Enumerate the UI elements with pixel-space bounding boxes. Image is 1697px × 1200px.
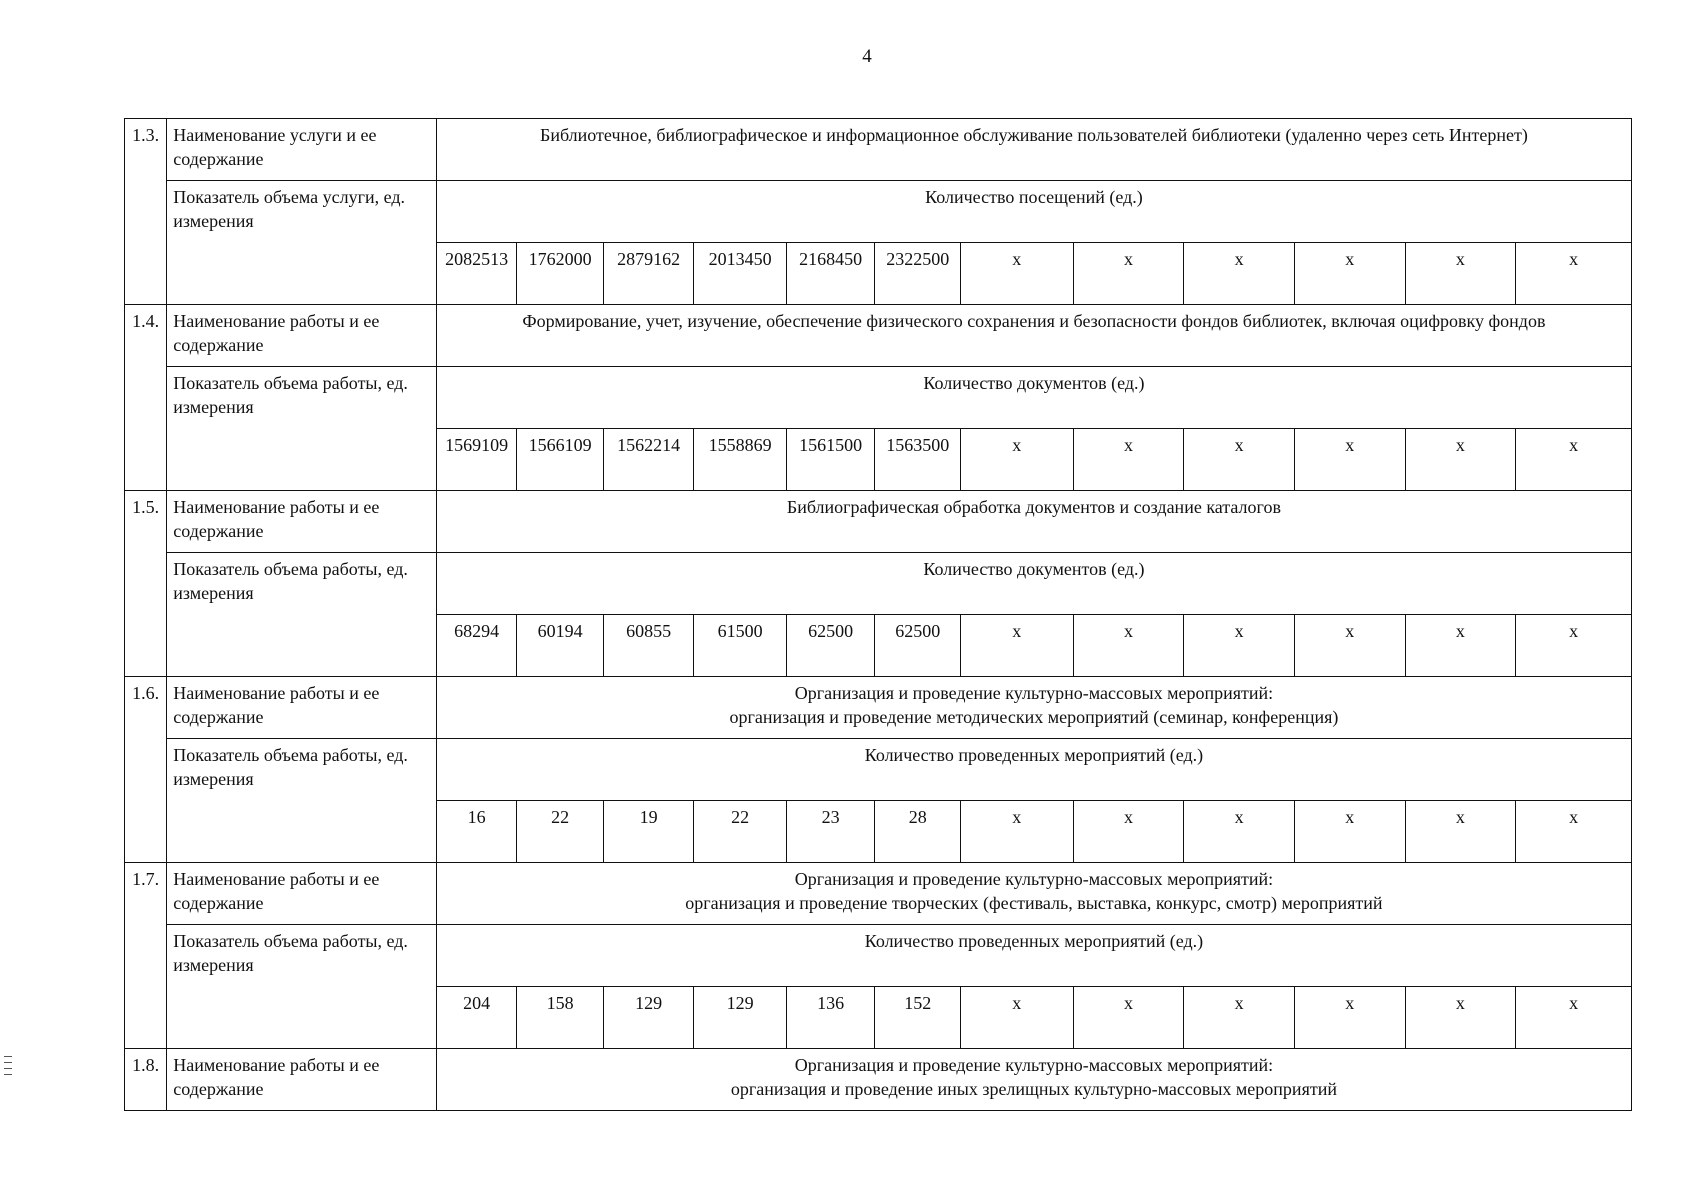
value-cell: x: [1294, 243, 1405, 305]
value-cell: x: [1073, 801, 1184, 863]
name-label: Наименование работы и ее содержание: [167, 677, 437, 739]
value-cell: x: [960, 243, 1073, 305]
section-number: 1.3.: [125, 119, 167, 305]
indicator-label: Показатель объема работы, ед. измерения: [167, 553, 437, 677]
value-cell: 1563500: [875, 429, 961, 491]
value-cell: 1561500: [786, 429, 875, 491]
section-row-name: [125, 119, 1632, 181]
value-cell: x: [960, 429, 1073, 491]
value-cell: x: [1184, 429, 1295, 491]
name-label: Наименование услуги и ее содержание: [167, 119, 437, 181]
value-cell: x: [1294, 801, 1405, 863]
value-cell: 1569109: [436, 429, 516, 491]
value-cell: x: [960, 987, 1073, 1049]
value-cell: 2322500: [875, 243, 961, 305]
name-label: Наименование работы и ее содержание: [167, 1049, 437, 1111]
value-cell: 152: [875, 987, 961, 1049]
name-value-line1: Организация и проведение культурно-массовых мероприятий:: [794, 683, 1274, 703]
value-cell: x: [1073, 243, 1184, 305]
value-cell: 129: [603, 987, 694, 1049]
page-number: 4: [862, 46, 872, 67]
value-cell: x: [1405, 987, 1516, 1049]
value-cell: 1762000: [517, 243, 604, 305]
section-number: 1.4.: [125, 305, 167, 491]
section-row-name: [125, 491, 1632, 553]
section-number: 1.8.: [125, 1049, 167, 1111]
section-row-indicator: [125, 925, 1632, 987]
services-table: [124, 118, 1632, 1111]
value-cell: 60194: [517, 615, 604, 677]
value-cell: 28: [875, 801, 961, 863]
indicator-value: Количество проведенных мероприятий (ед.): [436, 739, 1631, 801]
value-cell: 16: [436, 801, 516, 863]
value-cell: x: [1294, 987, 1405, 1049]
section-row-name: [125, 305, 1632, 367]
value-cell: x: [1073, 429, 1184, 491]
value-cell: 1558869: [694, 429, 787, 491]
value-cell: x: [1184, 243, 1295, 305]
value-cell: x: [1516, 429, 1632, 491]
value-cell: 23: [786, 801, 875, 863]
value-cell: x: [1184, 615, 1295, 677]
section-number: 1.6.: [125, 677, 167, 863]
indicator-label: Показатель объема услуги, ед. измерения: [167, 181, 437, 305]
name-value-line2: организация и проведение творческих (фестиваль, выставка, конкурс, смотр) мероприятий: [685, 893, 1383, 913]
section-row-indicator: [125, 181, 1632, 243]
value-cell: 22: [694, 801, 787, 863]
value-cell: x: [960, 801, 1073, 863]
indicator-value: Количество посещений (ед.): [436, 181, 1631, 243]
section-number: 1.5.: [125, 491, 167, 677]
name-value-line1: Организация и проведение культурно-массовых мероприятий:: [794, 869, 1274, 889]
value-cell: 62500: [875, 615, 961, 677]
value-cell: 2168450: [786, 243, 875, 305]
name-value: Библиотечное, библиографическое и информационное обслуживание пользователей библиотеки (удаленно через сеть Интернет): [436, 119, 1631, 181]
value-cell: x: [1294, 615, 1405, 677]
indicator-label: Показатель объема работы, ед. измерения: [167, 925, 437, 1049]
value-cell: 60855: [603, 615, 694, 677]
name-value-line2: организация и проведение иных зрелищных культурно-массовых мероприятий: [730, 1079, 1337, 1099]
name-label: Наименование работы и ее содержание: [167, 491, 437, 553]
name-value-line1: Организация и проведение культурно-массовых мероприятий:: [794, 1055, 1274, 1075]
name-value-line2: организация и проведение методических мероприятий (семинар, конференция): [729, 707, 1339, 727]
value-cell: x: [1516, 801, 1632, 863]
section-number: 1.7.: [125, 863, 167, 1049]
indicator-label: Показатель объема работы, ед. измерения: [167, 739, 437, 863]
value-cell: 61500: [694, 615, 787, 677]
section-row-indicator: [125, 367, 1632, 429]
value-cell: x: [1184, 801, 1295, 863]
value-cell: 1566109: [517, 429, 604, 491]
section-row-indicator: [125, 553, 1632, 615]
section-row-name: [125, 1049, 1632, 1111]
value-cell: 1562214: [603, 429, 694, 491]
value-cell: 62500: [786, 615, 875, 677]
name-label: Наименование работы и ее содержание: [167, 863, 437, 925]
value-cell: x: [1516, 243, 1632, 305]
section-row-name: [125, 863, 1632, 925]
indicator-value: Количество документов (ед.): [436, 553, 1631, 615]
scan-margin-marks: [4, 1056, 12, 1080]
indicator-value: Количество проведенных мероприятий (ед.): [436, 925, 1631, 987]
section-row-name: [125, 677, 1632, 739]
value-cell: 204: [436, 987, 516, 1049]
value-cell: x: [1405, 801, 1516, 863]
name-value: [436, 677, 1631, 739]
value-cell: x: [1294, 429, 1405, 491]
value-cell: 2082513: [436, 243, 516, 305]
indicator-value: Количество документов (ед.): [436, 367, 1631, 429]
section-row-indicator: [125, 739, 1632, 801]
name-value: Библиографическая обработка документов и создание каталогов: [436, 491, 1631, 553]
value-cell: 22: [517, 801, 604, 863]
value-cell: 2013450: [694, 243, 787, 305]
value-cell: x: [960, 615, 1073, 677]
value-cell: x: [1405, 429, 1516, 491]
value-cell: x: [1405, 243, 1516, 305]
value-cell: 2879162: [603, 243, 694, 305]
value-cell: x: [1073, 987, 1184, 1049]
value-cell: 129: [694, 987, 787, 1049]
value-cell: x: [1405, 615, 1516, 677]
value-cell: x: [1184, 987, 1295, 1049]
name-value: [436, 863, 1631, 925]
name-value: [436, 1049, 1631, 1111]
name-label: Наименование работы и ее содержание: [167, 305, 437, 367]
value-cell: x: [1516, 615, 1632, 677]
name-value: Формирование, учет, изучение, обеспечение физического сохранения и безопасности фондов библиотек, включая оцифровку фондов: [436, 305, 1631, 367]
value-cell: 136: [786, 987, 875, 1049]
value-cell: 158: [517, 987, 604, 1049]
value-cell: x: [1516, 987, 1632, 1049]
value-cell: 68294: [436, 615, 516, 677]
indicator-label: Показатель объема работы, ед. измерения: [167, 367, 437, 491]
value-cell: 19: [603, 801, 694, 863]
value-cell: x: [1073, 615, 1184, 677]
